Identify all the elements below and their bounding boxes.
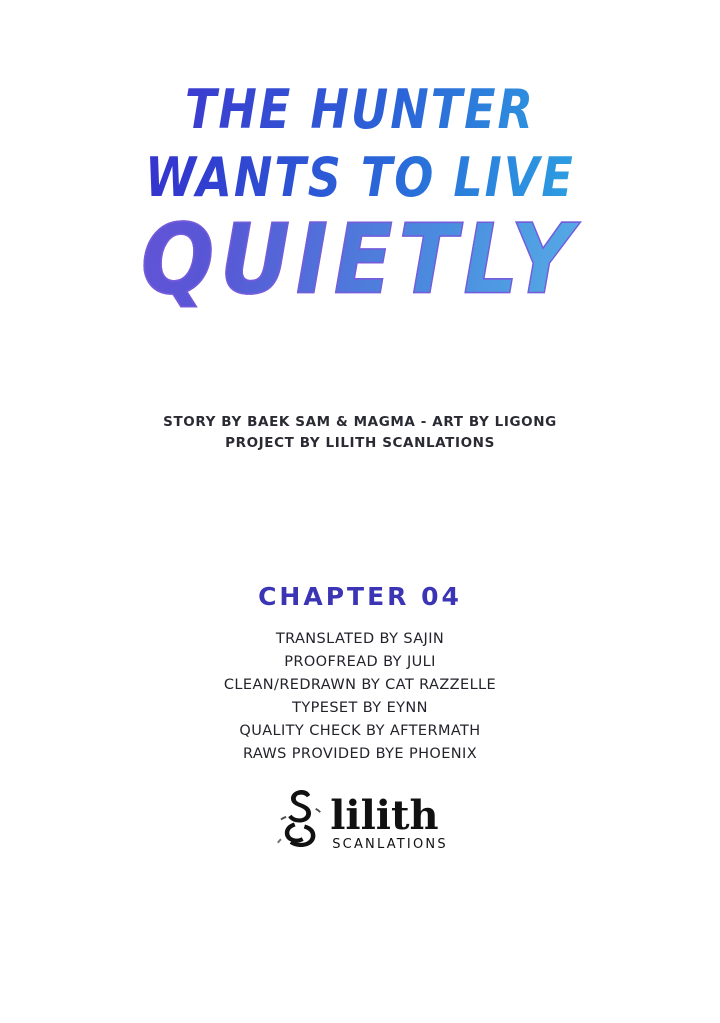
credit-line: TYPESET BY EYNN — [292, 699, 428, 716]
title-line-2: WANTS TO LIVE — [0, 150, 720, 204]
logo-inner — [272, 786, 448, 858]
staff-credits — [0, 628, 720, 765]
title-line-1: THE HUNTER — [0, 82, 720, 136]
title-block — [0, 77, 720, 317]
credit-line: RAWS PROVIDED BYE PHOENIX — [242, 745, 478, 762]
byline-project: PROJECT BY LILITH SCANLATIONS — [225, 434, 495, 451]
title-line-3: QUIETLY — [0, 212, 720, 308]
credit-line: QUALITY CHECK BY AFTERMATH — [239, 722, 481, 739]
byline — [0, 412, 720, 454]
scanlation-logo — [0, 786, 720, 858]
byline-story-art: STORY BY BAEK SAM & MAGMA - ART BY LIGONG — [163, 414, 557, 430]
logo-text — [330, 793, 448, 852]
credit-line: PROOFREAD BY JULI — [284, 653, 436, 670]
credit-line: TRANSLATED BY SAJIN — [275, 631, 445, 647]
snake-icon — [272, 786, 328, 858]
chapter-label: CHAPTER 04 — [258, 582, 462, 611]
logo-subtitle: SCANLATIONS — [332, 836, 448, 852]
logo-word: lilith — [330, 791, 439, 839]
credit-line: CLEAN/REDRAWN BY CAT RAZZELLE — [223, 676, 497, 693]
